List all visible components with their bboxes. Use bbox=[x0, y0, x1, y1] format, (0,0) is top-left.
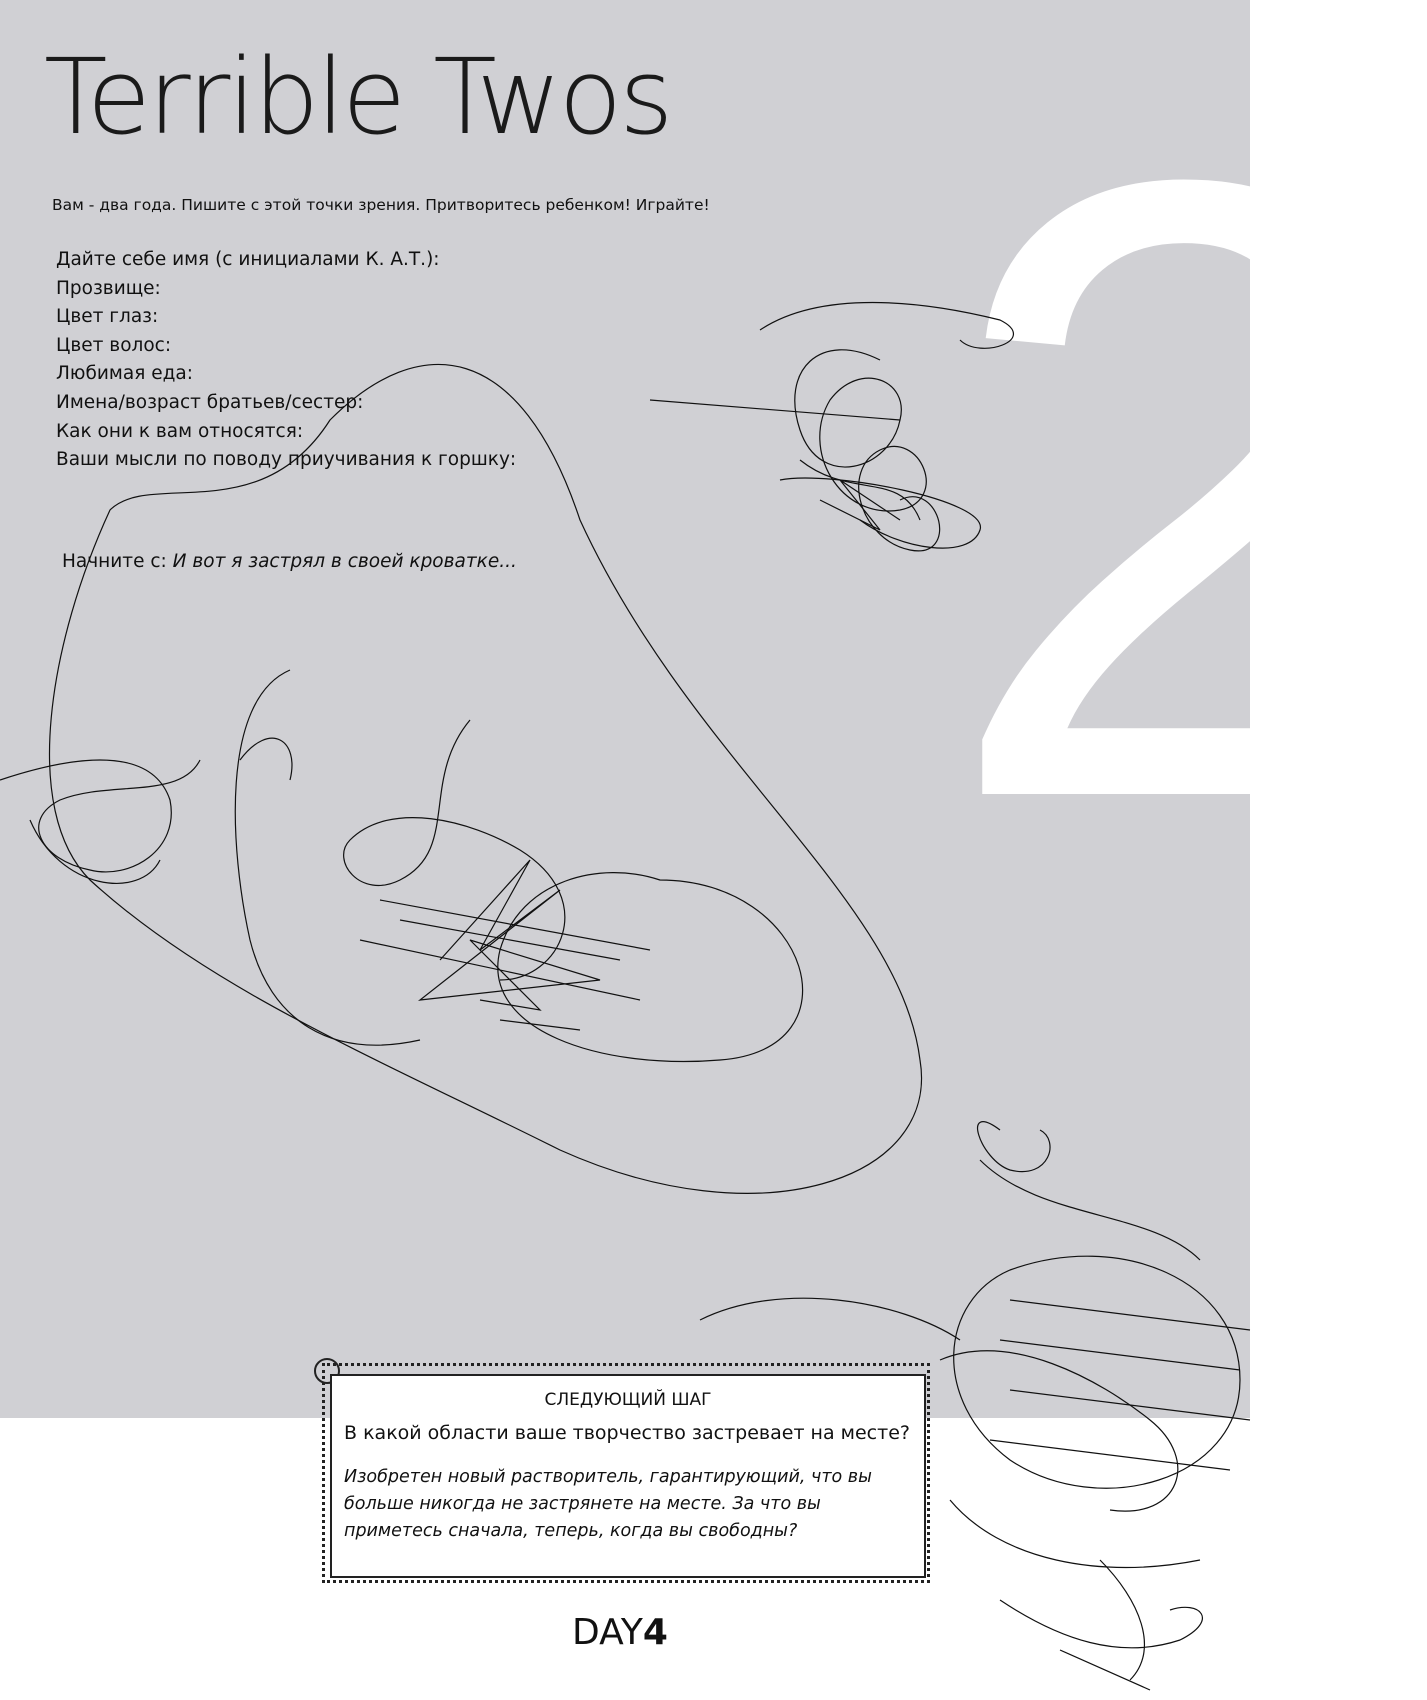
start-label: Начните с: bbox=[62, 551, 173, 572]
prompt-potty-training: Ваши мысли по поводу приучивания к горшку: bbox=[56, 449, 517, 471]
prompt-siblings: Имена/возраст братьев/сестер: bbox=[56, 391, 364, 413]
day-word: DAY bbox=[572, 1612, 643, 1653]
next-step-question: В какой области ваше творчество застревает на месте? bbox=[344, 1422, 910, 1444]
prompt-sibling-attitude: Как они к вам относятся: bbox=[56, 420, 304, 442]
big-number-two: 2 bbox=[938, 0, 1427, 981]
prompt-nickname: Прозвище: bbox=[56, 277, 161, 299]
prompt-favorite-food: Любимая еда: bbox=[56, 363, 193, 385]
page-title: Terrible Twos bbox=[44, 36, 671, 158]
day-number: 4 bbox=[642, 1612, 668, 1653]
prompt-hair-color: Цвет волос: bbox=[56, 334, 172, 356]
prompt-eye-color: Цвет глаз: bbox=[56, 306, 159, 328]
intro-text: Вам - два года. Пишите с этой точки зрения. Притворитесь ребенком! Играйте! bbox=[52, 196, 710, 214]
next-step-box bbox=[330, 1374, 926, 1578]
prompt-name: Дайте себе имя (с инициалами К. А.Т.): bbox=[56, 249, 440, 270]
next-step-title: СЛЕДУЮЩИЙ ШАГ bbox=[544, 1390, 712, 1410]
next-step-body: Изобретен новый растворитель, гарантирующий, что вы больше никогда не застрянете на месте. За что вы приметесь сначала, теперь, когда вы свободны? bbox=[344, 1467, 872, 1541]
start-text: И вот я застрял в своей кроватке... bbox=[172, 551, 517, 572]
day-label bbox=[572, 1612, 668, 1653]
